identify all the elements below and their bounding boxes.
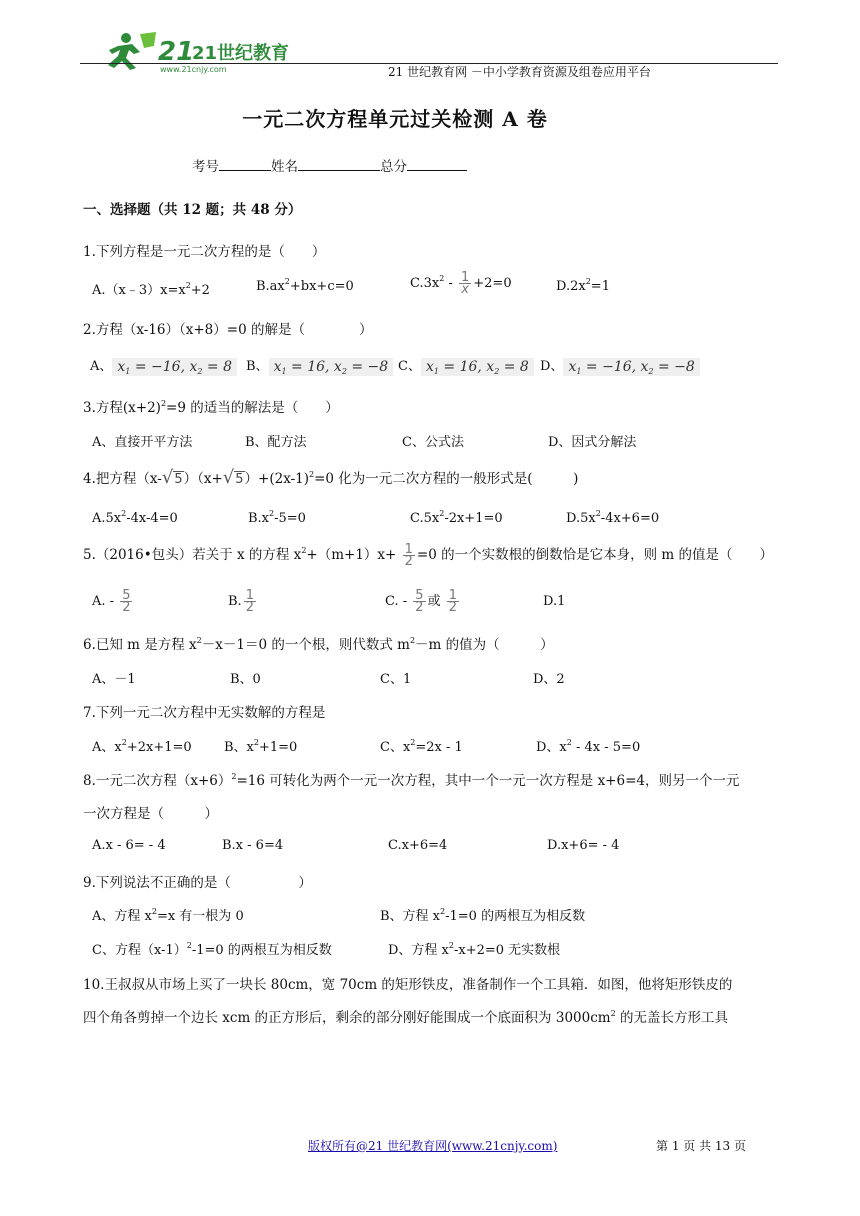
q6-option-c: C、1 bbox=[380, 672, 412, 687]
q5-option-c: C. - $\frac{5}{2}$ 或 $\frac{1}{2}$ bbox=[385, 588, 457, 615]
runner-icon bbox=[96, 30, 290, 78]
copyright-link[interactable]: 版权所有@21 世纪教育网(www.21cnjy.com) bbox=[308, 1139, 558, 1153]
q1-option-c: $C.3x^2$ - $\frac{1}{x}$ +2=0 bbox=[410, 270, 512, 297]
q7-stem: 7.下列一元二次方程中无实数解的方程是 bbox=[83, 705, 326, 721]
q1-stem: 1.下列方程是一元二次方程的是（ ） bbox=[83, 244, 326, 260]
q1-option-b: $B.ax^2+bx+c=0$ bbox=[256, 277, 354, 294]
q5-option-d: D.1 bbox=[543, 594, 566, 609]
q4-option-c: $C.5x^2-2x+1=0$ bbox=[410, 509, 503, 526]
q9-option-b: B、方程 $x^2-1=0$ 的两根互为相反数 bbox=[380, 907, 586, 924]
q10-stem-line1: 10.王叔叔从市场上买了一块长 80cm，宽 70cm 的矩形铁皮，准备制作一个工具箱．如图，他将矩形铁皮的 bbox=[83, 977, 733, 993]
q1-option-d: $D.2x^2=1$ bbox=[556, 277, 610, 294]
exam-no-label: 考号 bbox=[192, 159, 219, 175]
page-title: 一元二次方程单元过关检测 A 卷 bbox=[242, 107, 548, 131]
q3-stem: 3.方程$(x+2)^2=9$ 的适当的解法是（ ） bbox=[83, 399, 339, 416]
q4-stem: 4.把方程$(x-√5)(x+√5)+(2x-1)^2=0$ 化为一元二次方程的一般形式是( ) bbox=[83, 467, 579, 488]
q2-option-c: C、 $x_1 = 16$, $x_2 = 8$ bbox=[398, 355, 534, 376]
q6-option-a: A、－1 bbox=[92, 672, 136, 687]
q2-stem: 2.方程（x-16）（x+8）=0 的解是（ ） bbox=[83, 322, 373, 338]
q10-stem-line2: 四个角各剪掉一个边长 xcm 的正方形后，剩余的部分刚好能围成一个底面积为 $3000cm^2$ 的无盖长方形工具 bbox=[83, 1009, 728, 1026]
q8-stem-line2: 一次方程是（ ） bbox=[83, 806, 218, 822]
q6-stem: 6.已知 m 是方程 $x^2-x-1=0$ 的一个根，则代数式 $m^2-m$ 的值为（ ） bbox=[83, 636, 554, 653]
q6-option-b: B、0 bbox=[230, 672, 261, 687]
q8-stem-line1: 8.一元二次方程$(x+6)^2=16$ 可转化为两个一元一次方程，其中一个一元一次方程是 x+6=4，则另一个一元 bbox=[83, 772, 740, 789]
q8-option-c: C.x+6=4 bbox=[388, 838, 448, 853]
q7-option-a: A、$x^2+2x+1=0$ bbox=[92, 738, 192, 755]
score-label: 总分 bbox=[380, 159, 407, 175]
q5-stem: 5.（2016•包头）若关于 x 的方程 $x^2+(m+1)x+$ $\frac{1}{2}$ =0 的一个实数根的倒数恰是它本身，则 m 的值是（ ） bbox=[83, 542, 773, 569]
q5-option-a: A. - $\frac{5}{2}$ bbox=[92, 588, 131, 615]
q6-option-d: D、2 bbox=[533, 672, 565, 687]
page-number: 第 1 页 共 13 页 bbox=[656, 1139, 746, 1153]
q4-option-a: $A.5x^2-4x-4=0$ bbox=[92, 509, 178, 526]
q3-option-a: A、直接开平方法 bbox=[92, 435, 193, 450]
q9-option-d: D、方程 $x^2-x+2=0$ 无实数根 bbox=[388, 941, 561, 958]
q9-option-c: C、方程$(x-1)^2-1=0$ 的两根互为相反数 bbox=[92, 941, 332, 958]
q8-option-d: D.x+6= - 4 bbox=[547, 838, 620, 853]
q4-option-d: $D.5x^2-4x+6=0$ bbox=[566, 509, 660, 526]
site-name: 21 世纪教育网 －中小学教育资源及组卷应用平台 bbox=[388, 65, 651, 79]
svg-text:www.21cnjy.com: www.21cnjy.com bbox=[160, 65, 227, 74]
q7-option-b: B、$x^2+1=0$ bbox=[224, 738, 298, 755]
q8-option-b: B.x - 6=4 bbox=[222, 838, 284, 853]
score-blank[interactable] bbox=[407, 158, 467, 171]
q2-option-b: B、 $x_1 = 16$, $x_2 = -8$ bbox=[246, 355, 393, 376]
exam-no-blank[interactable] bbox=[219, 158, 271, 171]
q9-option-a: A、方程 $x^2=x$ 有一根为 0 bbox=[92, 907, 244, 924]
q5-option-b: B. $\frac{1}{2}$ bbox=[228, 588, 254, 615]
svg-text:21: 21 bbox=[158, 37, 195, 67]
logo bbox=[96, 30, 290, 78]
section-heading: 一、选择题（共 12 题；共 48 分） bbox=[83, 202, 302, 218]
q3-option-d: D、因式分解法 bbox=[548, 435, 637, 450]
svg-text:21世纪教育: 21世纪教育 bbox=[192, 43, 290, 64]
name-label: 姓名 bbox=[271, 159, 298, 175]
q7-option-c: C、$x^2=2x - 1$ bbox=[380, 738, 463, 755]
q3-option-b: B、配方法 bbox=[245, 435, 307, 450]
q1-option-a: $A.(x﹣3)x=x^2+2$ bbox=[92, 281, 210, 298]
q4-option-b: $B.x^2-5=0$ bbox=[248, 509, 306, 526]
q7-option-d: D、$x^2 - 4x - 5=0$ bbox=[536, 738, 641, 755]
name-blank[interactable] bbox=[298, 158, 380, 171]
student-info bbox=[192, 155, 467, 175]
q2-option-d: D、 $x_1 = -16$, $x_2 = -8$ bbox=[540, 355, 700, 376]
q3-option-c: C、公式法 bbox=[402, 435, 464, 450]
q9-stem: 9.下列说法不正确的是（ ） bbox=[83, 875, 312, 891]
q2-option-a: A、 $x_1 = -16$, $x_2 = 8$ bbox=[90, 355, 237, 376]
q8-option-a: A.x - 6= - 4 bbox=[92, 838, 166, 853]
